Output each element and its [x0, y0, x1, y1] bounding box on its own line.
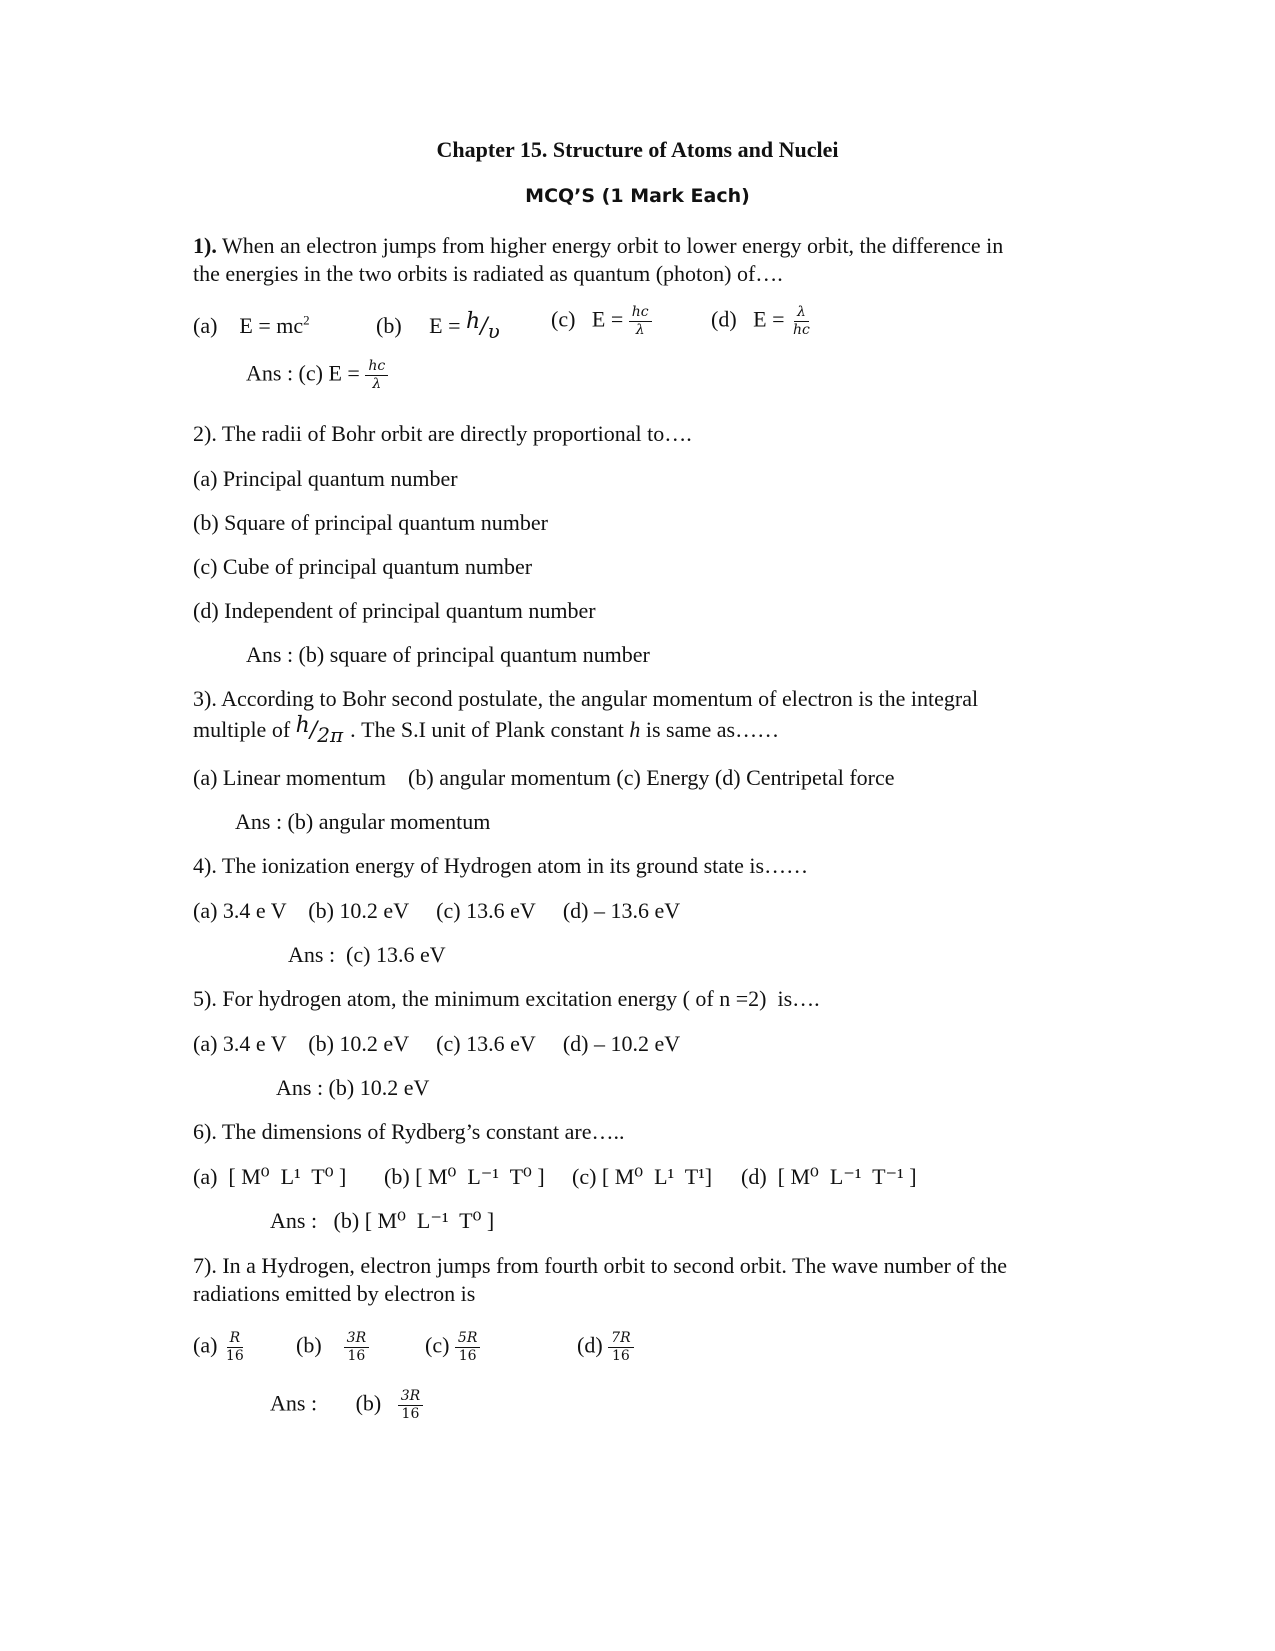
question-1-number: 1).: [193, 233, 217, 258]
q1-option-b: (b) E = h/υ: [376, 309, 500, 343]
q1-option-c: (c) E = $\frac{hc}{\lambda}$: [551, 304, 652, 339]
fraction-5R-over-16: $\frac{5R}{16}$: [455, 1330, 480, 1365]
q6-option-a: (a) [ M⁰ L¹ T⁰ ]: [193, 1164, 347, 1189]
q3-options: (a) Linear momentum (b) angular momentum (c) Energy (d) Centripetal force: [193, 765, 895, 790]
fraction-hc-over-lambda: $\frac{hc}{\lambda}$: [629, 304, 652, 339]
fraction-3R-over-16: $\frac{3R}{16}$: [398, 1388, 423, 1423]
q2-option-b: (b) Square of principal quantum number: [193, 510, 548, 535]
fraction-7R-over-16: $\frac{7R}{16}$: [608, 1330, 633, 1365]
question-3-line2: multiple of h/2π . The S.I unit of Plank constant h is same as……: [193, 713, 780, 747]
page-title: Chapter 15. Structure of Atoms and Nuclei: [436, 137, 839, 162]
q1-option-d: (d) E = $\frac{\lambda}{hc}$: [711, 304, 813, 339]
page-subtitle: MCQ’S (1 Mark Each): [525, 185, 750, 207]
q6-option-c: (c) [ M⁰ L¹ T¹]: [572, 1164, 713, 1189]
question-4: 4). The ionization energy of Hydrogen atom in its ground state is……: [193, 853, 809, 878]
q2-option-c: (c) Cube of principal quantum number: [193, 554, 533, 579]
q7-option-d: (d) $\frac{7R}{16}$: [577, 1330, 634, 1365]
q7-answer: Ans : (b) $\frac{3R}{16}$: [270, 1388, 423, 1423]
q3-answer: Ans : (b) angular momentum: [235, 809, 491, 834]
question-1-line1: When an electron jumps from higher energy orbit to lower energy orbit, the difference in: [221, 233, 1004, 258]
question-7-line2: radiations emitted by electron is: [193, 1281, 476, 1306]
q7-option-c: (c) $\frac{5R}{16}$: [425, 1330, 480, 1365]
q6-answer: Ans : (b) [ M⁰ L⁻¹ T⁰ ]: [270, 1208, 495, 1233]
q4-options: (a) 3.4 e V (b) 10.2 eV (c) 13.6 eV (d) – 13.6 eV: [193, 898, 681, 923]
q1-option-a: (a) $E = mc^2$: [193, 312, 310, 338]
question-2: 2). The radii of Bohr orbit are directly proportional to….: [193, 421, 692, 446]
fraction-h-over-2pi: h/2π: [295, 713, 344, 747]
q2-option-a: (a) Principal quantum number: [193, 466, 458, 491]
question-6: 6). The dimensions of Rydberg’s constant are…..: [193, 1119, 625, 1144]
question-5: 5). For hydrogen atom, the minimum excitation energy ( of n =2) is….: [193, 986, 820, 1011]
q2-answer: Ans : (b) square of principal quantum number: [246, 642, 650, 667]
fraction-lambda-over-hc: $\frac{\lambda}{hc}$: [793, 304, 810, 338]
question-7-line1: 7). In a Hydrogen, electron jumps from fourth orbit to second orbit. The wave number of the: [193, 1253, 1007, 1278]
question-1: [193, 232, 1003, 260]
fraction-R-over-16: $\frac{R}{16}$: [225, 1330, 244, 1364]
fraction-hc-over-lambda: $\frac{hc}{\lambda}$: [365, 358, 388, 393]
fraction-3R-over-16: $\frac{3R}{16}$: [344, 1330, 369, 1365]
q5-options: (a) 3.4 e V (b) 10.2 eV (c) 13.6 eV (d) – 10.2 eV: [193, 1031, 681, 1056]
question-3-line1: 3). According to Bohr second postulate, the angular momentum of electron is the integral: [193, 686, 979, 711]
question-1-line2: the energies in the two orbits is radiated as quantum (photon) of….: [193, 261, 783, 286]
q1-answer: Ans : (c) E = $\frac{hc}{\lambda}$: [246, 358, 388, 393]
q6-option-d: (d) [ M⁰ L⁻¹ T⁻¹ ]: [741, 1164, 917, 1189]
q7-option-a: (a) $\frac{R}{16}$: [193, 1330, 247, 1365]
q6-option-b: (b) [ M⁰ L⁻¹ T⁰ ]: [384, 1164, 545, 1189]
q2-option-d: (d) Independent of principal quantum number: [193, 598, 596, 623]
q7-option-b: (b) $\frac{3R}{16}$: [296, 1330, 369, 1365]
fraction-h-over-nu: h/υ: [466, 309, 500, 343]
q5-answer: Ans : (b) 10.2 eV: [276, 1075, 430, 1100]
q4-answer: Ans : (c) 13.6 eV: [288, 942, 446, 967]
